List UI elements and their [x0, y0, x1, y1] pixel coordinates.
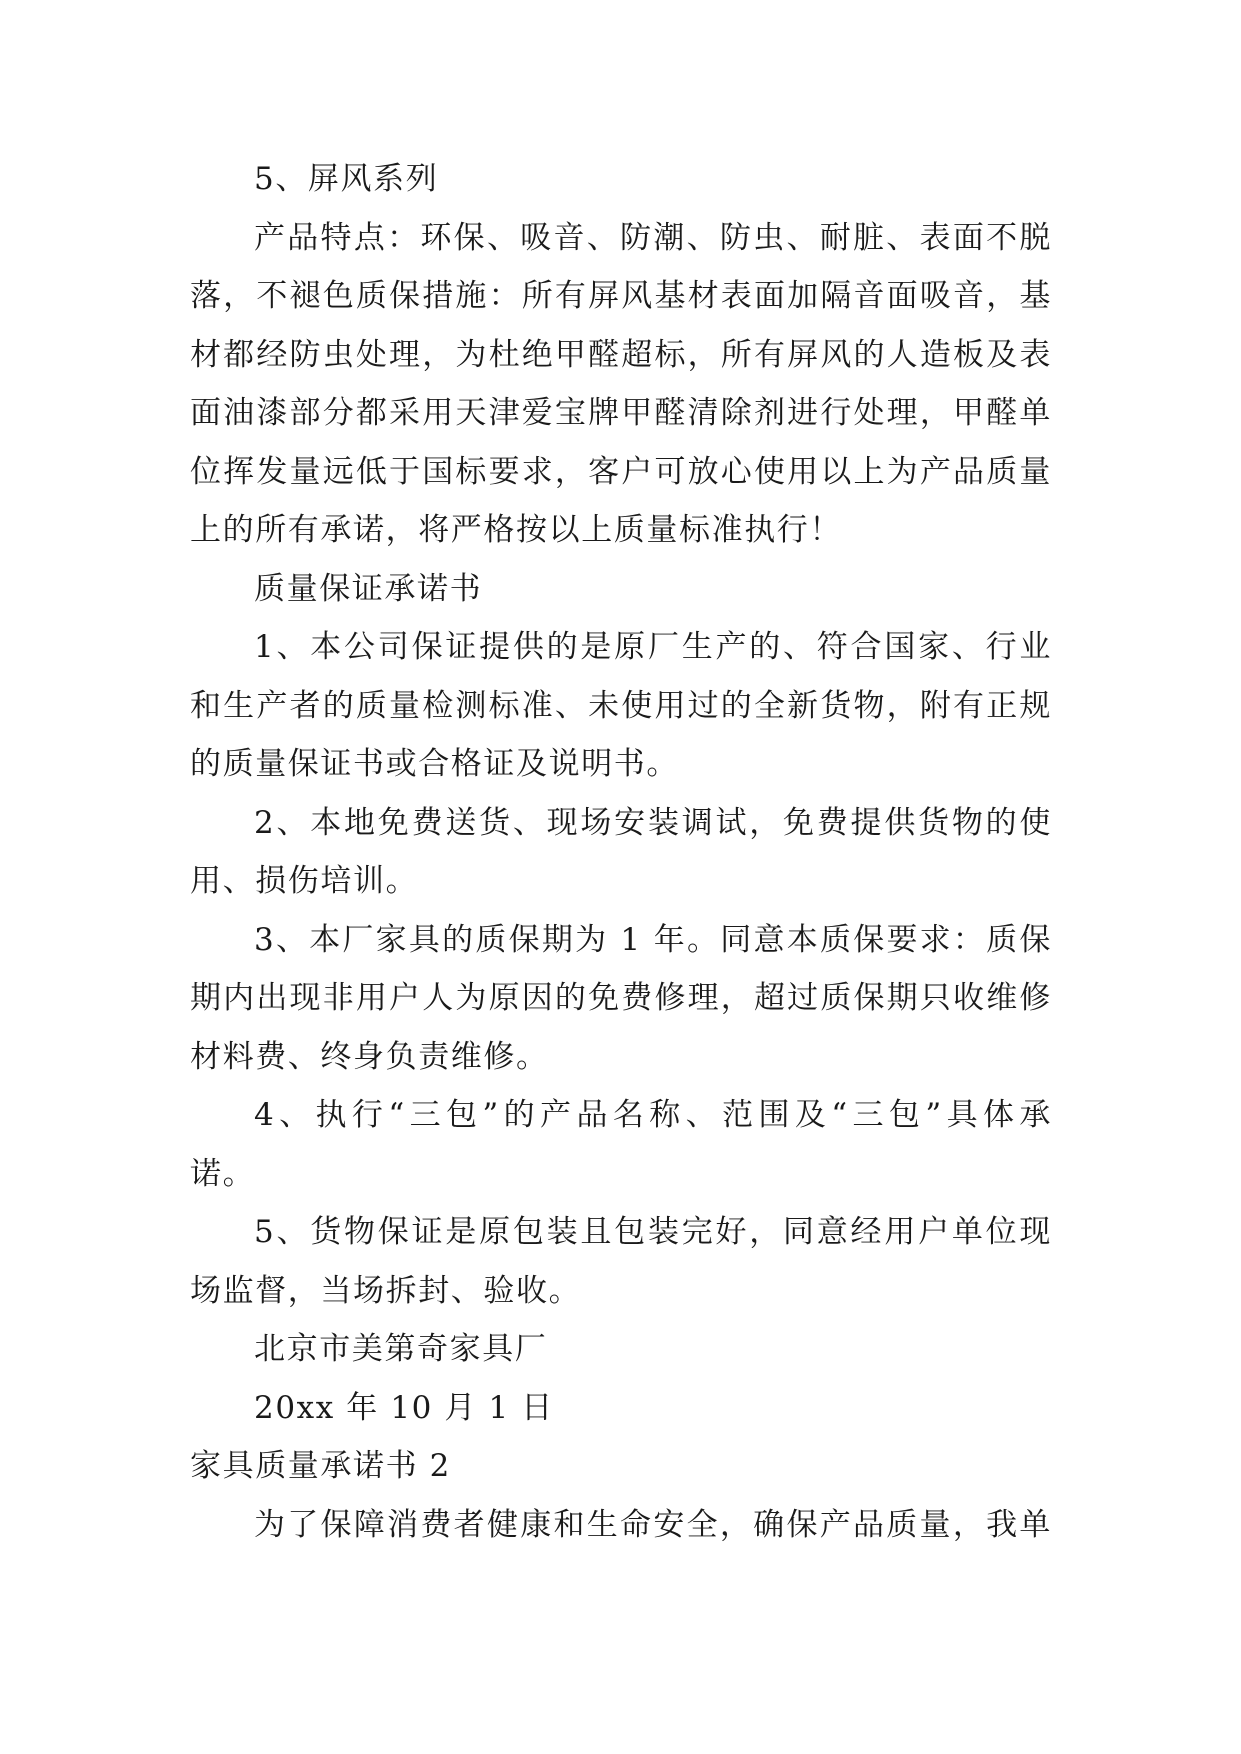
clause-3-paragraph: [190, 911, 1052, 1087]
text-line: 2、本地免费送货、现场安装调试，免费提供货物的使: [254, 804, 1052, 841]
text-line: 期内出现非用户人为原因的免费修理，超过质保期只收维修: [190, 980, 1052, 1016]
date: [190, 1379, 1052, 1438]
text-line: 质量保证承诺书: [254, 570, 483, 607]
clause-2-paragraph: [190, 794, 1052, 911]
clause-4-paragraph: [190, 1086, 1052, 1203]
text-line: 4、执行“三包”的产品名称、范围及“三包”具体承: [254, 1097, 1052, 1133]
text-line: 落，不褪色质保措施：所有屏风基材表面加隔音面吸音，基: [190, 278, 1052, 314]
text-line: 为了保障消费者健康和生命安全，确保产品质量，我单: [254, 1506, 1052, 1543]
text-line: 面油漆部分都采用天津爱宝牌甲醛清除剂进行处理，甲醛单: [190, 395, 1052, 431]
document-page: [190, 150, 1052, 1554]
section-title-2: [190, 1437, 1052, 1496]
text-line: 20xx 年 10 月 1 日: [254, 1389, 554, 1426]
clause-1-paragraph: [190, 618, 1052, 794]
text-line: 北京市美第奇家具厂: [254, 1331, 548, 1367]
quality-guarantee-title: [190, 560, 1052, 619]
text-line: 5、屏风系列: [254, 161, 439, 197]
text-line: 和生产者的质量检测标准、未使用过的全新货物，附有正规: [190, 687, 1052, 724]
text-line: 上的所有承诺，将严格按以上质量标准执行！: [190, 512, 842, 548]
text-line: 诺。: [190, 1155, 256, 1192]
text-line: 场监督，当场拆封、验收。: [190, 1272, 582, 1309]
text-line: 3、本厂家具的质保期为 1 年。同意本质保要求：质保: [254, 921, 1052, 958]
text-line: 材都经防虫处理，为杜绝甲醛超标，所有屏风的人造板及表: [190, 336, 1052, 373]
company-signature: [190, 1320, 1052, 1379]
intro-2-paragraph: [190, 1496, 1052, 1555]
text-line: 家具质量承诺书 2: [190, 1448, 451, 1484]
product-features-paragraph: [190, 209, 1052, 560]
text-line: 用、损伤培训。: [190, 863, 419, 899]
text-line: 5、货物保证是原包装且包装完好，同意经用户单位现: [254, 1214, 1052, 1250]
clause-5-paragraph: [190, 1203, 1052, 1320]
text-line: 位挥发量远低于国标要求，客户可放心使用以上为产品质量: [190, 453, 1052, 490]
screen-series-heading: [190, 150, 1052, 209]
text-line: 产品特点：环保、吸音、防潮、防虫、耐脏、表面不脱: [254, 219, 1052, 256]
text-line: 1、本公司保证提供的是原厂生产的、符合国家、行业: [254, 629, 1052, 665]
text-line: 的质量保证书或合格证及说明书。: [190, 746, 679, 782]
text-line: 材料费、终身负责维修。: [190, 1038, 549, 1075]
